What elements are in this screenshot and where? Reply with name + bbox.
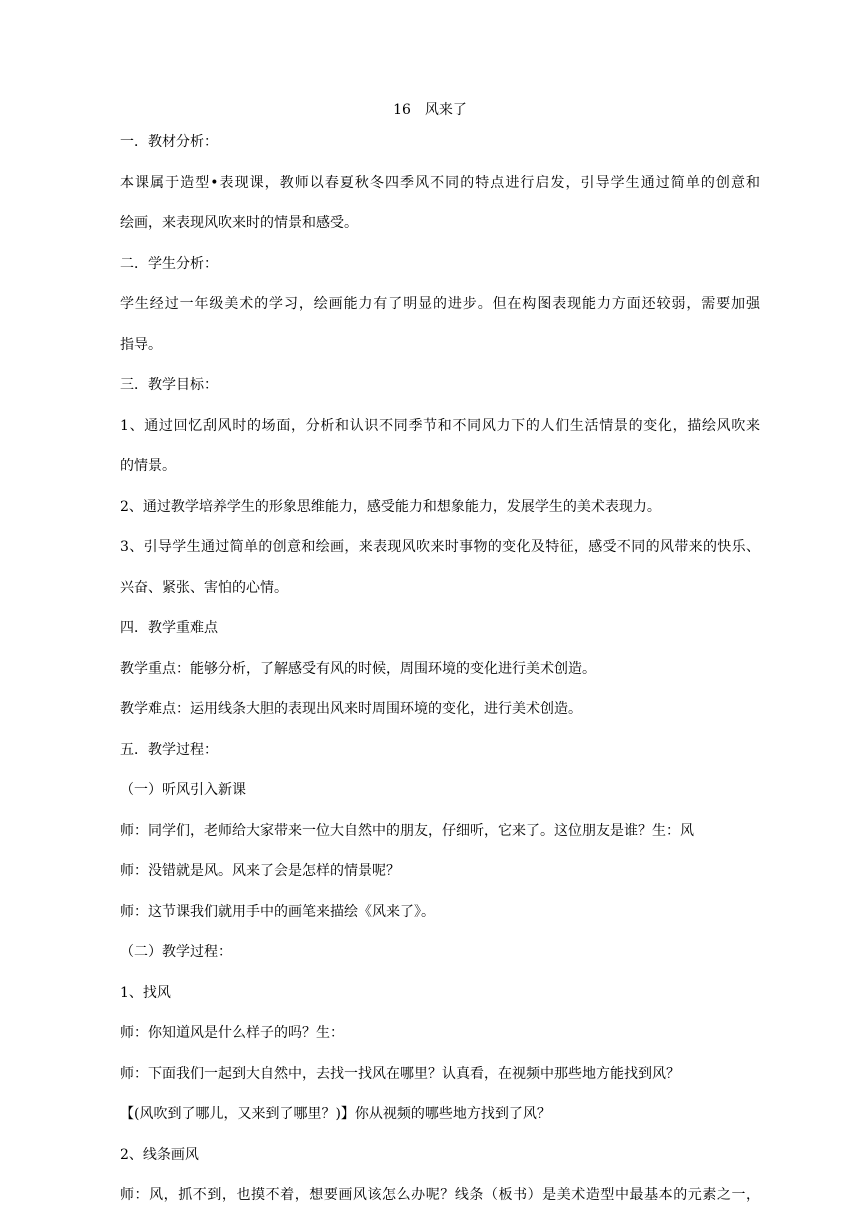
- paragraph-line: 1、通过回忆刮风时的场面，分析和认识不同季节和不同风力下的人们生活情景的变化，描绘风吹来: [120, 417, 760, 434]
- paragraph-line: 师：你知道风是什么样子的吗？生：: [120, 1025, 344, 1041]
- section-heading: 二．学生分析：: [120, 255, 218, 272]
- paragraph-line: 绘画，来表现风吹来时的情景和感受。: [120, 215, 358, 231]
- paragraph-line: 3、引导学生通过简单的创意和绘画，来表现风吹来时事物的变化及特征，感受不同的风带来的快乐、: [120, 539, 760, 555]
- section-heading: 五．教学过程：: [120, 741, 218, 758]
- subsection-heading: 2、线条画风: [120, 1146, 199, 1163]
- paragraph-line: 【(风吹到了哪儿，又来到了哪里？)】你从视频的哪些地方找到了风？: [120, 1106, 551, 1122]
- document-title: 16 风来了: [393, 102, 467, 118]
- paragraph-line: 的情景。: [120, 458, 176, 474]
- paragraph-line: 本课属于造型•表现课，教师以春夏秋冬四季风不同的特点进行启发，引导学生通过简单的创意和: [120, 174, 760, 191]
- paragraph-line: 师：没错就是风。风来了会是怎样的情景呢？: [120, 863, 400, 879]
- paragraph-line: 教学难点：运用线条大胆的表现出风来时周围环境的变化，进行美术创造。: [120, 701, 582, 717]
- paragraph-line: 教学重点：能够分析，了解感受有风的时候，周围环境的变化进行美术创造。: [120, 660, 596, 677]
- paragraph-line: 2、通过教学培养学生的形象思维能力，感受能力和想象能力，发展学生的美术表现力。: [120, 498, 661, 515]
- paragraph-line: 师：这节课我们就用手中的画笔来描绘《风来了》。: [120, 903, 435, 920]
- subsection-heading: （一）听风引入新课: [120, 782, 246, 798]
- subsection-heading: （二）教学过程：: [120, 944, 232, 960]
- paragraph-line: 师：风，抓不到，也摸不着，想要画风该怎么办呢？线条（板书）是美术造型中最基本的元素之一，: [120, 1187, 760, 1203]
- section-heading: 三．教学目标：: [120, 377, 218, 393]
- paragraph-line: 兴奋、紧张、害怕的心情。: [120, 579, 288, 596]
- paragraph-line: 学生经过一年级美术的学习，绘画能力有了明显的进步。但在构图表现能力方面还较弱，需要加强: [120, 296, 760, 312]
- paragraph-line: 指导。: [120, 336, 162, 353]
- paragraph-line: 师：同学们，老师给大家带来一位大自然中的朋友，仔细听，它来了。这位朋友是谁？生：风: [120, 822, 694, 839]
- paragraph-line: 师：下面我们一起到大自然中，去找一找风在哪里？认真看，在视频中那些地方能找到风？: [120, 1065, 680, 1082]
- subsection-heading: 1、找风: [120, 984, 171, 1001]
- section-heading: 四．教学重难点: [120, 620, 218, 636]
- section-heading: 一．教材分析：: [120, 134, 218, 150]
- document-body: [120, 132, 760, 1226]
